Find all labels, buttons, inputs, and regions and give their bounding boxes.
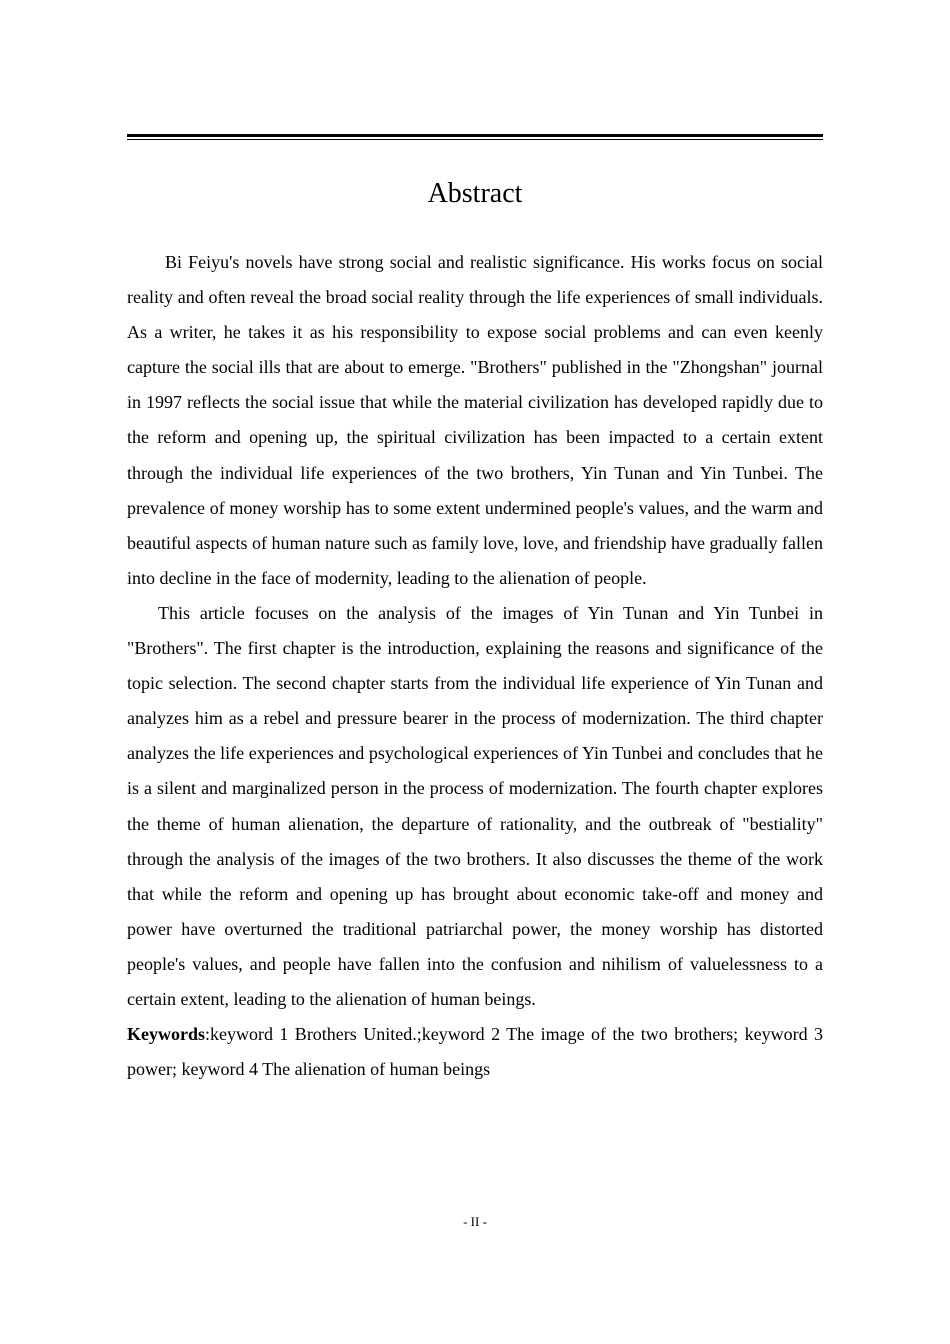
abstract-paragraph-1: Bi Feiyu's novels have strong social and realistic significance. His works focus on social reality and often reveal the broad social reality through the life experiences of small individuals. As a writer, he takes it as his responsibility to expose social problems and can even keenly capture the social ills that are about to emerge. "Brothers" published in the "Zhongshan" journal in 1997 reflects the social issue that while the material civilization has developed rapidly due to the reform and opening up, the spiritual civilization has been impacted to a certain extent through the individual life experiences of the two brothers, Yin Tunan and Yin Tunbei. The prevalence of money worship has to some extent undermined people's values, and the warm and beautiful aspects of human nature such as family love, love, and friendship have gradually fallen into decline in the face of modernity, leading to the alienation of people.: [127, 252, 823, 588]
abstract-body: [127, 245, 823, 1087]
header-rule-thin: [127, 139, 823, 140]
keywords-text: :keyword 1 Brothers United.;keyword 2 The image of the two brothers; keyword 3 power; keyword 4 The alienation of human beings: [127, 1024, 823, 1080]
page-number: - II -: [463, 1214, 487, 1229]
abstract-paragraph-2: This article focuses on the analysis of the images of Yin Tunan and Yin Tunbei in "Brothers". The first chapter is the introduction, explaining the reasons and significance of the topic selection. The second chapter starts from the individual life experience of Yin Tunan and analyzes him as a rebel and pressure bearer in the process of modernization. The third chapter analyzes the life experiences and psychological experiences of Yin Tunbei and concludes that he is a silent and marginalized person in the process of modernization. The fourth chapter explores the theme of human alienation, the departure of rationality, and the outbreak of "bestiality" through the analysis of the images of the two brothers. It also discusses the theme of the work that while the reform and opening up has brought about economic take-off and money and power have overturned the traditional patriarchal power, the money worship has distorted people's values, and people have fallen into the confusion and nihilism of valuelessness to a certain extent, leading to the alienation of human beings.: [127, 602, 823, 1009]
header-rule-thick: [127, 134, 823, 137]
page-title: Abstract: [427, 178, 523, 209]
keywords-line: [127, 1017, 823, 1087]
keywords-label: Keywords: [127, 1024, 205, 1045]
